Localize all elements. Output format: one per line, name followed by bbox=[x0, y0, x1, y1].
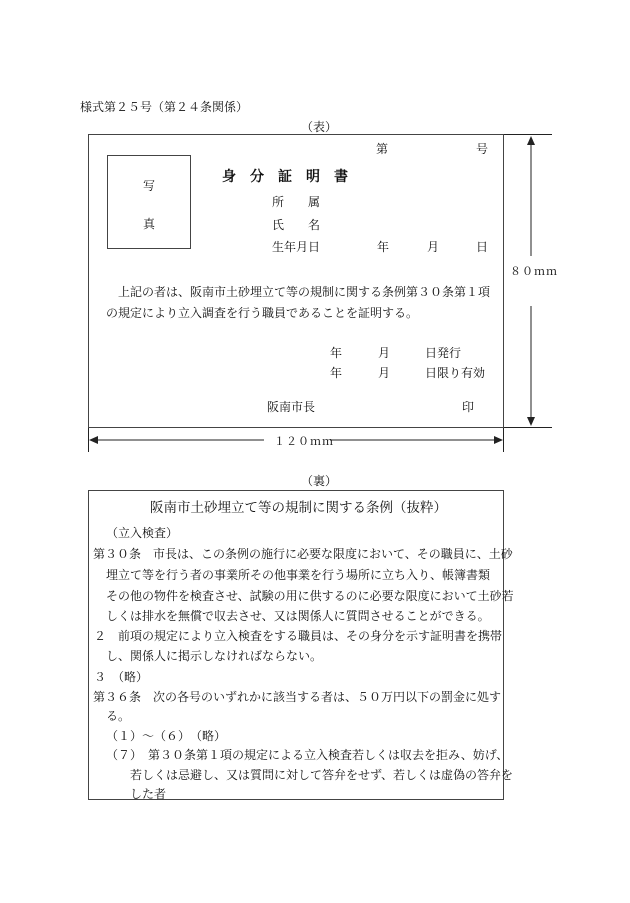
id-card-title: 身 分 証 明 書 bbox=[222, 169, 348, 185]
affiliation-label: 所 属 bbox=[272, 195, 321, 209]
back-line: ２ 前項の規定により立入検査をする職員は、その身分を示す証明書を携帯 bbox=[94, 629, 503, 643]
back-line: その他の物件を検査させ、試験の用に供するのに必要な限度において土砂若 bbox=[106, 589, 514, 603]
certification-text-2: の規定により立入調査を行う職員であることを証明する。 bbox=[106, 306, 419, 320]
back-line: 第３６条 次の各号のいずれかに該当する者は、５０万円以下の罰金に処す bbox=[93, 690, 502, 704]
height-dimension-arrow bbox=[522, 134, 540, 428]
back-line: （１）～（６） （略） bbox=[106, 729, 227, 743]
form-label: 様式第２５号（第２４条関係） bbox=[80, 100, 249, 114]
width-dimension-label: １２０ｍｍ bbox=[274, 435, 334, 448]
back-line: 第３０条 市長は、この条例の施行に必要な限度において、その職員に、土砂 bbox=[93, 547, 513, 561]
issued-suffix: 日発行 bbox=[425, 346, 462, 360]
certification-text-1: 上記の者は、阪南市土砂埋立て等の規制に関する条例第３０条第１項 bbox=[118, 285, 491, 299]
back-line: 埋立て等を行う者の事業所その他事業を行う場所に立ち入り、帳簿書類 bbox=[106, 568, 491, 582]
back-side-label: （裏） bbox=[301, 474, 338, 488]
back-line: （７） 第３０条第１項の規定による立入検査若しくは収去を拒み、妨げ、 bbox=[106, 748, 509, 762]
photo-label-2: 真 bbox=[143, 217, 156, 231]
dob-label: 生年月日 bbox=[272, 240, 321, 254]
back-line: （立入検査） bbox=[106, 526, 179, 540]
valid-suffix: 日限り有効 bbox=[425, 366, 486, 380]
valid-year: 年 bbox=[330, 366, 343, 380]
valid-month: 月 bbox=[378, 366, 391, 380]
name-label: 氏 名 bbox=[272, 218, 321, 232]
number-go: 号 bbox=[476, 142, 489, 156]
back-line: る。 bbox=[106, 709, 131, 723]
issued-month: 月 bbox=[378, 346, 391, 360]
back-line: 若しくは忌避し、又は質問に対して答弁をせず、若しくは虚偽の答弁を bbox=[130, 768, 514, 782]
dob-year: 年 bbox=[377, 240, 390, 254]
back-line: し、関係人に掲示しなければならない。 bbox=[106, 649, 323, 663]
issued-year: 年 bbox=[330, 346, 343, 360]
dob-month: 月 bbox=[427, 240, 440, 254]
front-side-label: （表） bbox=[301, 120, 338, 134]
back-title: 阪南市土砂埋立て等の規制に関する条例（抜粋） bbox=[150, 500, 447, 516]
back-line: しくは排水を無償で収去させ、又は関係人に質問させることができる。 bbox=[106, 609, 490, 623]
number-dai: 第 bbox=[376, 142, 389, 156]
height-dimension-label: ８０ｍｍ bbox=[510, 265, 558, 278]
photo-box bbox=[107, 155, 191, 249]
dob-day: 日 bbox=[476, 240, 489, 254]
back-line: した者 bbox=[130, 787, 167, 801]
photo-label-1: 写 bbox=[143, 179, 156, 193]
issuer-label: 阪南市長 bbox=[267, 400, 316, 414]
back-line: ３ （略） bbox=[94, 670, 149, 684]
seal-label: 印 bbox=[462, 400, 475, 414]
